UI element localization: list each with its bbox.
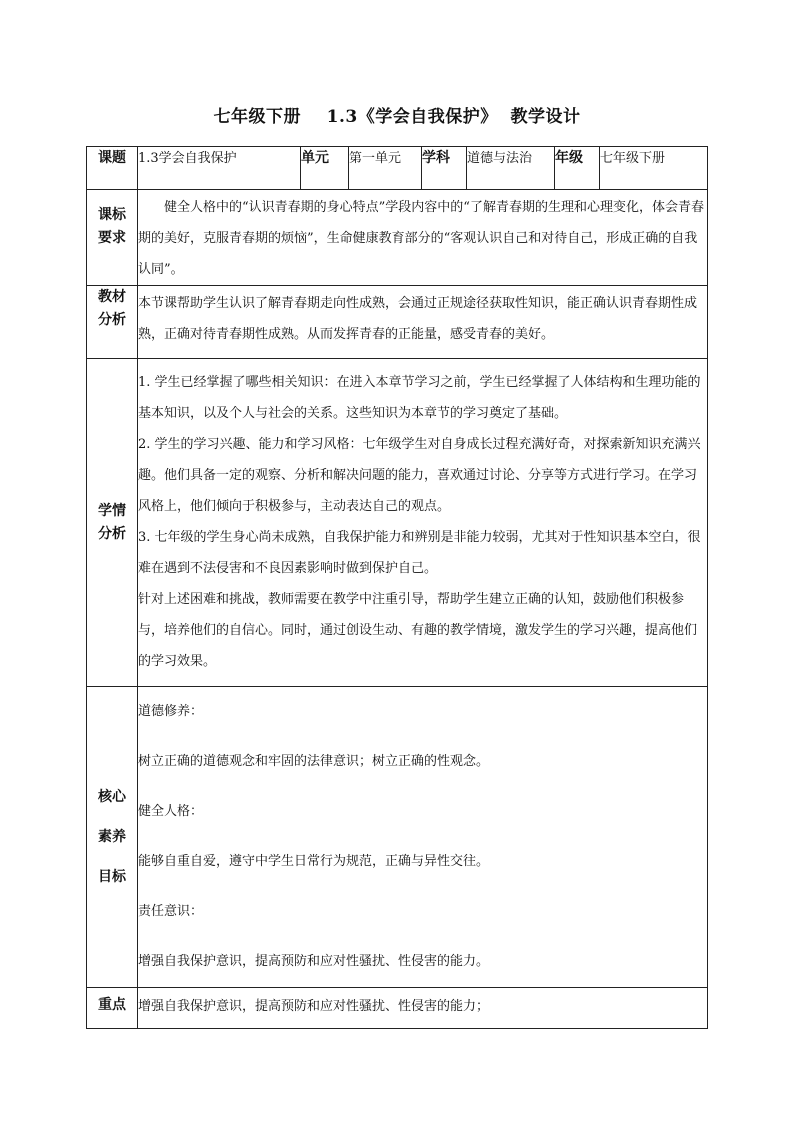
topic-value: 1.3学会自我保护 bbox=[138, 147, 301, 190]
core-label-line2: 素养 bbox=[98, 829, 126, 845]
learner-content bbox=[138, 359, 708, 687]
key-point-text: 增强自我保护意识，提高预防和应对性骚扰、性侵害的能力； bbox=[138, 988, 708, 1029]
core-item3-text: 增强自我保护意识，提高预防和应对性骚扰、性侵害的能力。 bbox=[138, 954, 490, 969]
core-label-line3: 目标 bbox=[98, 869, 126, 885]
material-text: 本节课帮助学生认识了解青春期走向性成熟，会通过正规途径获取性知识，能正确认识青春期性成熟，正确对待青春期性成熟。从而发挥青春的正能量，感受青春的美好。 bbox=[138, 296, 698, 342]
key-point-label: 重点 bbox=[87, 988, 138, 1029]
curriculum-label bbox=[87, 190, 138, 286]
learner-label-line1: 学情 bbox=[98, 502, 126, 519]
curriculum-label-line1: 课标 bbox=[98, 207, 126, 223]
material-label-line2: 分析 bbox=[98, 312, 126, 328]
header-row bbox=[87, 147, 708, 190]
core-item3-title: 责任意识： bbox=[138, 904, 204, 919]
core-item2-text: 能够自重自爱，遵守中学生日常行为规范，正确与异性交往。 bbox=[138, 854, 490, 869]
material-row bbox=[87, 286, 708, 359]
learner-paragraph-4: 针对上述困难和挑战，教师需要在教学中注重引导，帮助学生建立正确的认知，鼓励他们积极参与，培养他们的自信心。同时，通过创设生动、有趣的教学情境，激发学生的学习兴趣，提高他们的学习效果。 bbox=[138, 592, 698, 669]
grade-value: 七年级下册 bbox=[600, 147, 708, 190]
material-label-line1: 教材 bbox=[98, 289, 126, 305]
topic-label: 课题 bbox=[87, 147, 138, 190]
material-label bbox=[87, 286, 138, 359]
curriculum-text: 健全人格中的“认识青春期的身心特点”学段内容中的“了解青春期的生理和心理变化，体会青春期的美好，克服青春期的烦恼”，生命健康教育部分的“客观认识自己和对待自己，形成正确的自我认同”。 bbox=[138, 200, 704, 277]
unit-label: 单元 bbox=[301, 147, 349, 190]
core-item1-text: 树立正确的道德观念和牢固的法律意识；树立正确的性观念。 bbox=[138, 754, 490, 769]
learner-label bbox=[87, 359, 138, 687]
lesson-plan-table bbox=[86, 146, 708, 1029]
learner-paragraph-2: 2. 学生的学习兴趣、能力和学习风格：七年级学生对自身成长过程充满好奇，对探索新知识充满兴趣。他们具备一定的观察、分析和解决问题的能力，喜欢通过讨论、分享等方式进行学习。在学习风格上，他们倾向于积极参与，主动表达自己的观点。 bbox=[138, 437, 701, 514]
material-content bbox=[138, 286, 708, 359]
curriculum-content bbox=[138, 190, 708, 286]
core-item1-title: 道德修养： bbox=[138, 704, 204, 719]
core-label-line1: 核心 bbox=[98, 789, 126, 805]
learner-label-line2: 分析 bbox=[98, 525, 126, 542]
learner-paragraph-3: 3. 七年级的学生身心尚未成熟，自我保护能力和辨别是非能力较弱，尤其对于性知识基本空白，很难在遇到不法侵害和不良因素影响时做到保护自己。 bbox=[138, 530, 701, 576]
core-label bbox=[87, 687, 138, 988]
key-point-row bbox=[87, 988, 708, 1029]
core-item2-title: 健全人格： bbox=[138, 804, 204, 819]
document-title: 七年级下册 1.3《学会自我保护》 教学设计 bbox=[213, 107, 581, 127]
core-row bbox=[87, 687, 708, 988]
grade-label: 年级 bbox=[555, 147, 600, 190]
curriculum-label-line2: 要求 bbox=[98, 230, 126, 246]
unit-value: 第一单元 bbox=[349, 147, 422, 190]
subject-value: 道德与法治 bbox=[467, 147, 555, 190]
subject-label: 学科 bbox=[422, 147, 467, 190]
core-content bbox=[138, 687, 708, 988]
curriculum-row bbox=[87, 190, 708, 286]
learner-row bbox=[87, 359, 708, 687]
learner-paragraph-1: 1. 学生已经掌握了哪些相关知识：在进入本章节学习之前，学生已经掌握了人体结构和生理功能的基本知识，以及个人与社会的关系。这些知识为本章节的学习奠定了基础。 bbox=[138, 375, 701, 421]
